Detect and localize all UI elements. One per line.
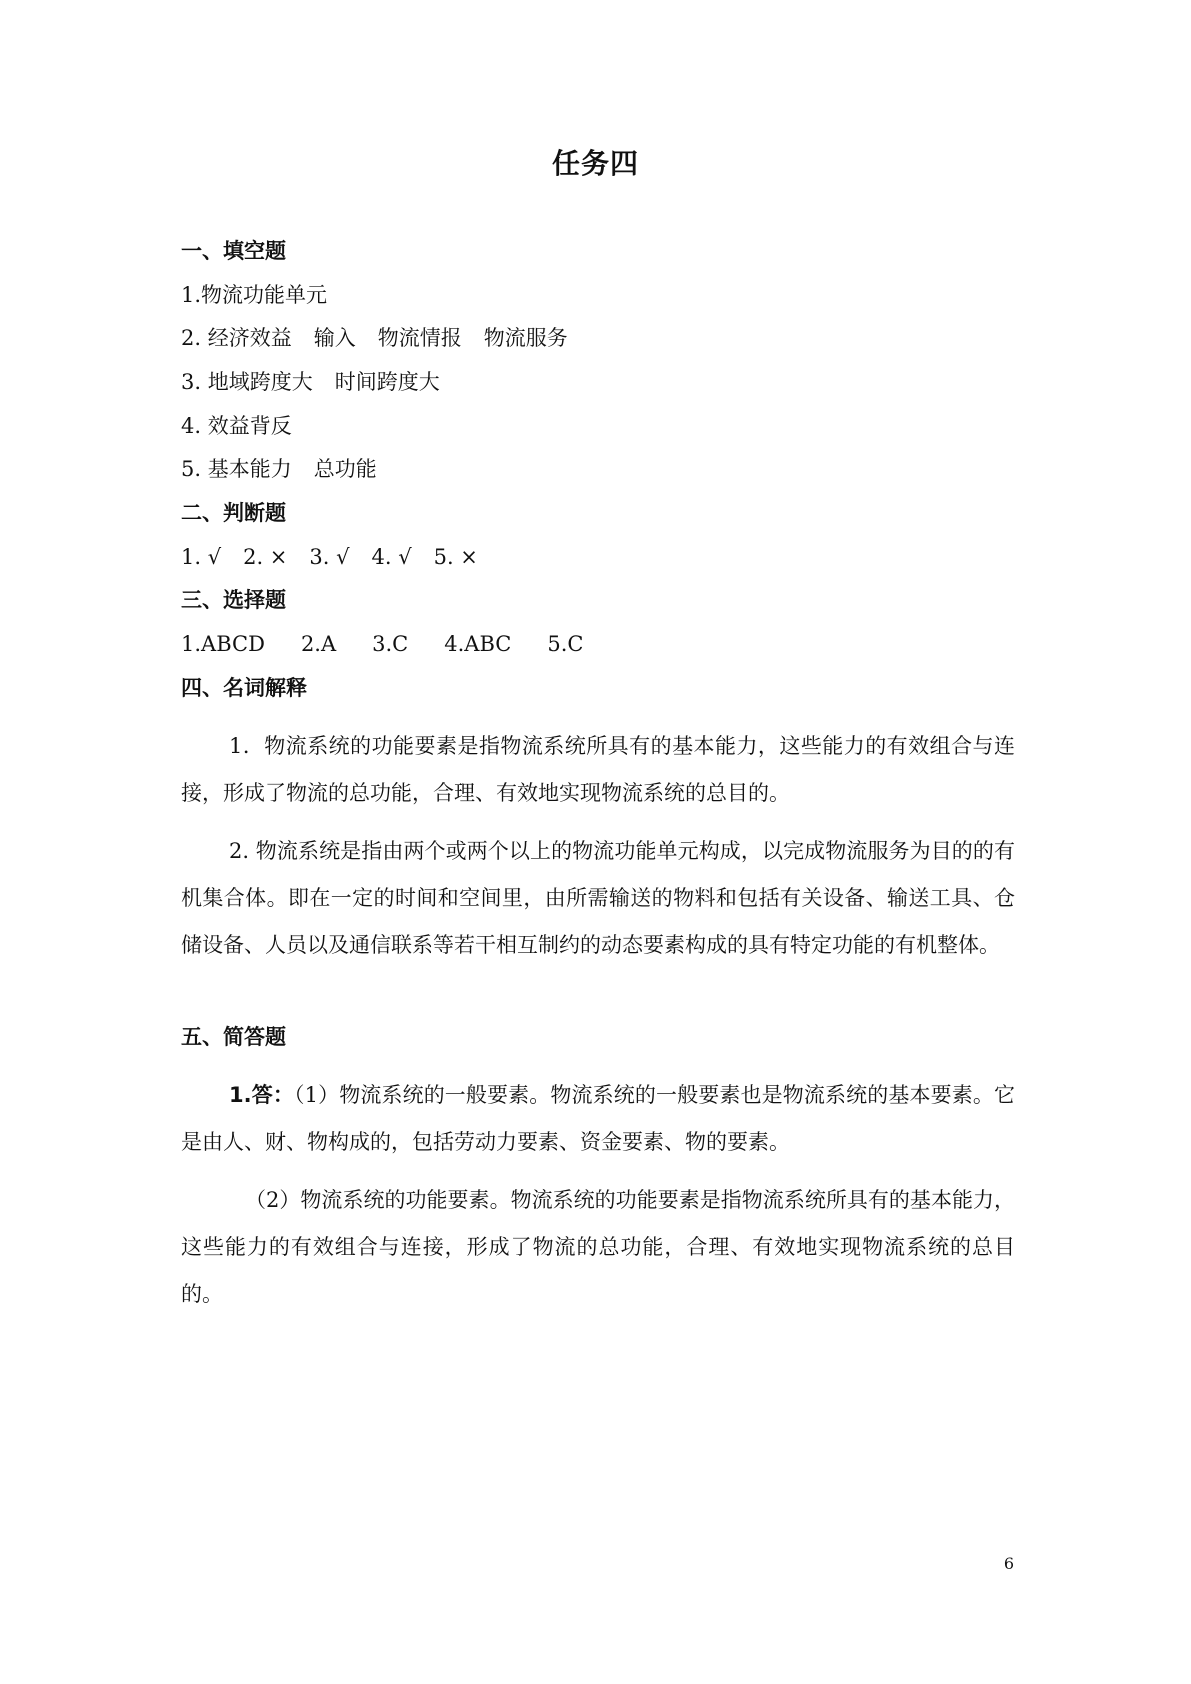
answer-item: 1.ABCD (181, 632, 265, 656)
section-heading-short-answer: 五、简答题 (181, 1025, 286, 1049)
page-number: 6 (1003, 1554, 1014, 1573)
answer-text: 物流服务 (483, 326, 568, 350)
answer-item: 4.ABC (444, 632, 512, 656)
answer-text: 总功能 (313, 457, 377, 481)
definition-paragraph-1: 1．物流系统的功能要素是指物流系统所具有的基本能力，这些能力的有效组合与连接，形成了物流的总功能，合理、有效地实现物流系统的总目的。 (181, 734, 1015, 805)
page-title: 任务四 (551, 147, 639, 180)
fill-blank-answer-3 (181, 367, 440, 397)
answer-text: 1.物流功能单元 (181, 283, 328, 307)
short-answer-paragraph-1 (181, 1072, 1015, 1166)
answer-text: 5. 基本能力 (181, 457, 292, 481)
answer-text: 4. 效益背反 (181, 414, 292, 438)
answer-item: 2. × (243, 545, 288, 569)
fill-blank-answer-5 (181, 454, 377, 484)
answer-text: 物流情报 (377, 326, 462, 350)
short-answer-paragraph-2: （2）物流系统的功能要素。物流系统的功能要素是指物流系统所具有的基本能力，这些能力的有效组合与连接，形成了物流的总功能，合理、有效地实现物流系统的总目的。 (181, 1188, 1015, 1306)
multiple-choice-answers (181, 629, 583, 659)
section-heading-term-definition: 四、名词解释 (181, 676, 307, 700)
fill-blank-answer-1 (181, 280, 327, 310)
true-false-answers (181, 542, 478, 572)
answer-text: （1）物流系统的一般要素。物流系统的一般要素也是物流系统的基本要素。它是由人、财、物构成的，包括劳动力要素、资金要素、物的要素。 (181, 1083, 1016, 1154)
answer-item: 2.A (300, 632, 337, 656)
answer-item: 3. √ (309, 545, 350, 569)
answer-text: 3. 地域跨度大 (181, 370, 313, 394)
definition-paragraph-2: 2. 物流系统是指由两个或两个以上的物流功能单元构成，以完成物流服务为目的的有机集合体。即在一定的时间和空间里，由所需输送的物料和包括有关设备、输送工具、仓储设备、人员以及通信联系等若干相互制约的动态要素构成的具有特定功能的有机整体。 (181, 839, 1015, 957)
answer-item: 5.C (547, 632, 584, 656)
section-heading-true-false: 二、判断题 (181, 501, 286, 525)
answer-text: 输入 (313, 326, 356, 350)
answer-text: 2. 经济效益 (181, 326, 292, 350)
answer-item: 1. √ (181, 545, 222, 569)
answer-item: 4. √ (371, 545, 412, 569)
answer-label: 1.答： (229, 1083, 294, 1107)
section-heading-multiple-choice: 三、选择题 (181, 588, 286, 612)
answer-text: 时间跨度大 (334, 370, 440, 394)
fill-blank-answer-2 (181, 323, 568, 353)
answer-item: 3.C (372, 632, 409, 656)
fill-blank-answer-4 (181, 411, 292, 441)
answer-item: 5. × (433, 545, 478, 569)
section-heading-fill-blank: 一、填空题 (181, 239, 286, 263)
